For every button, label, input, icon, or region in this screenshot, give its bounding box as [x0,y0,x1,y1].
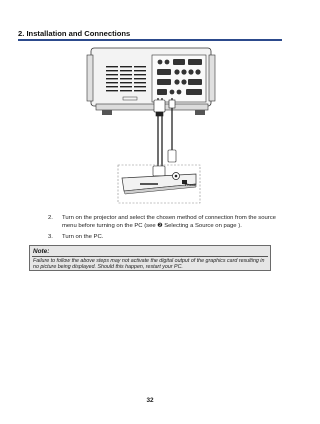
instruction-steps [48,214,278,245]
page-number: 32 [146,397,154,404]
connection-diagram [0,0,300,210]
step-number: 2. [48,215,53,221]
step-text: Turn on the projector and select the chosen method of connection from the source menu before turning on the PC (see ❷ Selecting a Source on page [62,215,276,230]
step-text: Turn on the PC. [62,234,104,241]
projector-illustration [87,48,215,115]
section-title: 2. Installation and Connections [18,29,131,38]
step-item [48,214,278,230]
note-text: Failure to follow the above steps may not activate the digital output of the graphics card resulting in no picture being displayed. Should this happen, restart your PC. [33,258,265,271]
note-box [29,245,271,271]
note-title: Note: [33,248,50,255]
note-divider [32,256,268,257]
step-item [48,233,278,241]
step-number: 3. [48,234,53,241]
phone-port-label: Phone [185,183,196,187]
step-text-suffix: ). [238,223,242,230]
